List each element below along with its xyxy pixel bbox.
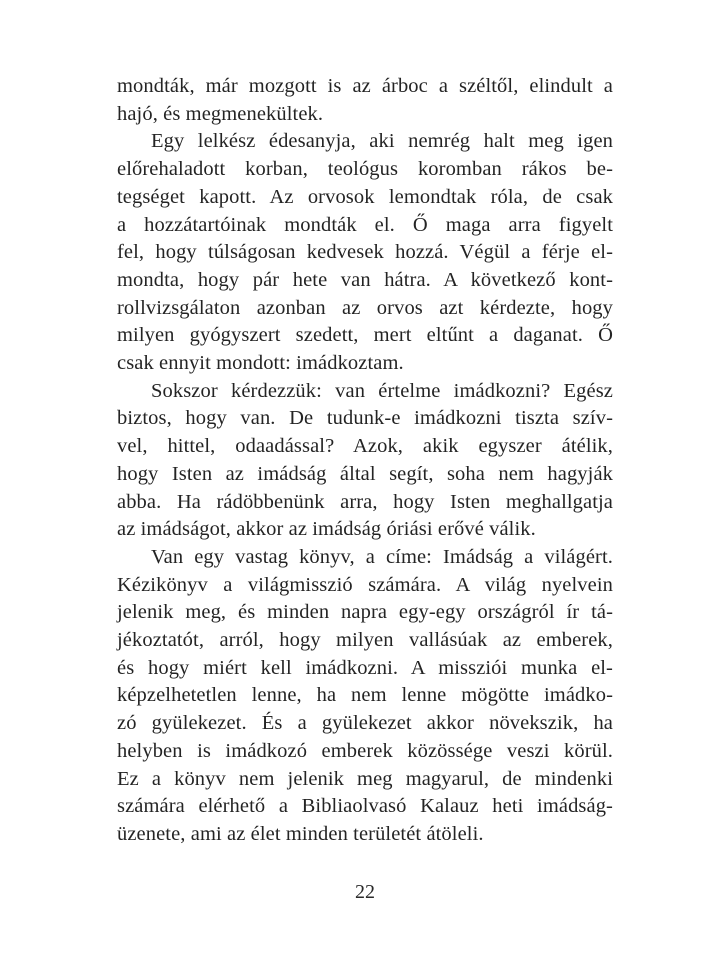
text-line: Ez a könyv nem jelenik meg magyarul, de mindenki: [117, 767, 613, 790]
paragraph: [117, 128, 613, 377]
paragraph: [117, 544, 613, 849]
text-line: zó gyülekezet. És a gyülekezet akkor növekszik, ha: [117, 712, 613, 735]
text-line: tegséget kapott. Az orvosok lemondtak róla, de csak: [117, 185, 613, 208]
text-line: és hogy miért kell imádkozni. A missziói munka el-: [117, 656, 613, 679]
text-line: a hozzátartóinak mondták el. Ő maga arra figyelt: [117, 213, 613, 236]
text-line: Kézikönyv a világmisszió számára. A világ nyelvein: [117, 573, 613, 596]
text-line: hogy Isten az imádság által segít, soha nem hagyják: [117, 462, 613, 485]
text-line: számára elérhető a Bibliaolvasó Kalauz heti imádság-: [117, 795, 613, 818]
text-line: rollvizsgálaton azonban az orvos azt kérdezte, hogy: [117, 296, 613, 319]
text-line: milyen gyógyszert szedett, mert eltűnt a daganat. Ő: [117, 324, 613, 347]
text-line: fel, hogy túlságosan kedvesek hozzá. Végül a férje el-: [117, 241, 613, 264]
text-line: abba. Ha rádöbbenünk arra, hogy Isten meghallgatja: [117, 490, 613, 513]
text-line: jelenik meg, és minden napra egy-egy országról ír tá-: [117, 601, 613, 624]
paragraph: [117, 73, 613, 128]
text-line: előrehaladott korban, teológus koromban rákos be-: [117, 158, 613, 181]
text-line: az imádságot, akkor az imádság óriási erővé válik.: [117, 518, 536, 541]
text-line: hajó, és megmenekültek.: [117, 102, 324, 125]
text-line: Egy lelkész édesanyja, aki nemrég halt meg igen: [151, 130, 613, 153]
text-line: mondták, már mozgott is az árboc a széltől, elindult a: [117, 75, 613, 97]
text-line: csak ennyit mondott: imádkoztam.: [117, 352, 404, 375]
text-line: jékoztatót, arról, hogy milyen vallásúak az emberek,: [117, 629, 613, 652]
text-block: [117, 73, 613, 849]
text-line: képzelhetetlen lenne, ha nem lenne mögötte imádko-: [117, 684, 613, 707]
page-number: 22: [355, 881, 375, 903]
text-line: Van egy vastag könyv, a címe: Imádság a világért.: [151, 545, 613, 568]
text-line: helyben is imádkozó emberek közössége veszi körül.: [117, 739, 613, 762]
text-line: biztos, hogy van. De tudunk-e imádkozni tiszta szív-: [117, 407, 613, 430]
text-line: üzenete, ami az élet minden területét átöleli.: [117, 822, 484, 845]
text-line: mondta, hogy pár hete van hátra. A következő kont-: [117, 268, 613, 291]
text-line: Sokszor kérdezzük: van értelme imádkozni? Egész: [151, 379, 613, 402]
text-line: vel, hittel, odaadással? Azok, akik egyszer átélik,: [117, 435, 613, 458]
paragraph: [117, 378, 613, 544]
